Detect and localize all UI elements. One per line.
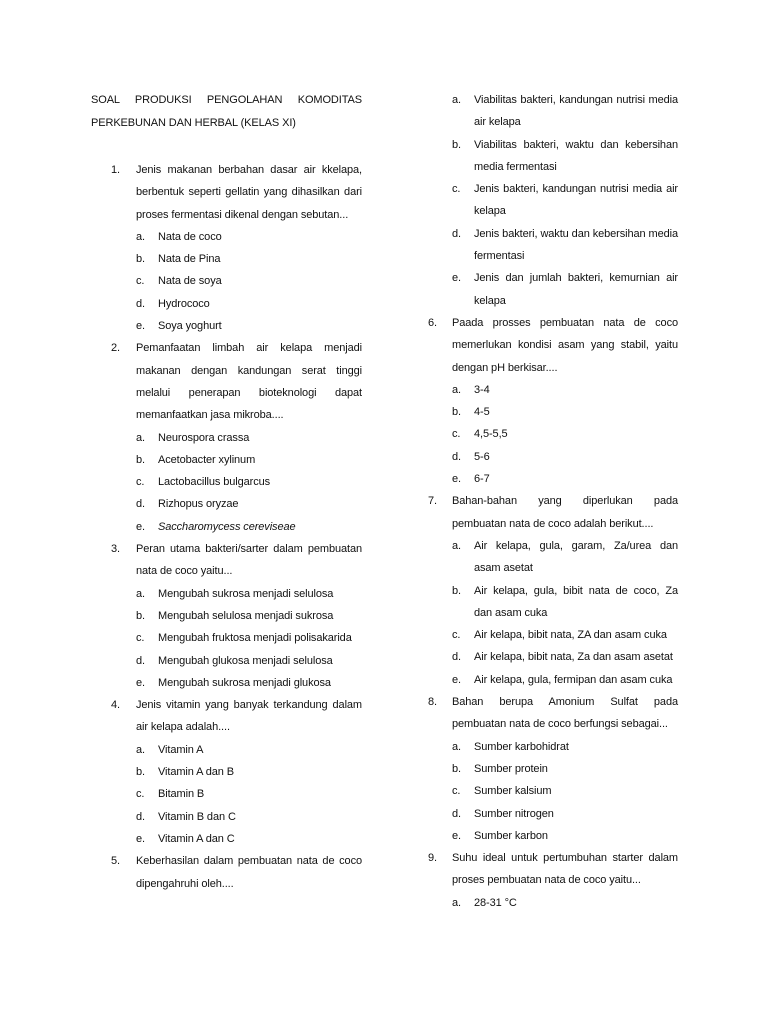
- option-item: [452, 758, 678, 780]
- option-text: Vitamin A dan B: [158, 766, 234, 779]
- option-list: [136, 226, 362, 337]
- option-item: [452, 580, 678, 625]
- option-letter: c.: [136, 275, 145, 288]
- option-item: [136, 493, 362, 515]
- option-item: [452, 223, 678, 268]
- question-text: Bahan-bahan yang diperlukan pada pembuatan nata de coco adalah berikut....: [452, 495, 678, 530]
- question-number: 7.: [428, 495, 437, 508]
- option-text: Acetobacter xylinum: [158, 453, 256, 466]
- question-number: 3.: [111, 543, 120, 556]
- option-item: [452, 892, 678, 914]
- option-text: Neurospora crassa: [158, 431, 250, 444]
- option-item: [452, 401, 678, 423]
- option-letter: c.: [452, 428, 461, 441]
- option-list: [136, 427, 362, 538]
- option-item: [136, 270, 362, 292]
- option-letter: e.: [452, 473, 461, 486]
- option-list: [136, 739, 362, 850]
- option-item: [452, 423, 678, 445]
- option-text: Bitamin B: [158, 788, 205, 801]
- option-letter: d.: [136, 810, 145, 823]
- option-text: Sumber nitrogen: [474, 807, 554, 820]
- question-5: [91, 850, 362, 895]
- question-text: Bahan berupa Amonium Sulfat pada pembuatan nata de coco berfungsi sebagai...: [452, 696, 678, 731]
- option-letter: b.: [452, 762, 461, 775]
- option-letter: e.: [136, 520, 145, 533]
- option-text: 6-7: [474, 473, 490, 486]
- option-text: Air kelapa, gula, fermipan dan asam cuka: [474, 673, 673, 686]
- option-item: [136, 828, 362, 850]
- option-text: 3-4: [474, 383, 490, 396]
- option-text: Nata de coco: [158, 230, 222, 243]
- option-letter: d.: [136, 654, 145, 667]
- option-item: [136, 293, 362, 315]
- option-item: [452, 468, 678, 490]
- option-item: [452, 446, 678, 468]
- question-text: Jenis makanan berbahan dasar air kkelapa, berbentuk seperti gellatin yang dihasilkan dari proses fermentasi dikenal dengan sebutan...: [136, 164, 362, 221]
- option-letter: c.: [136, 632, 145, 645]
- option-item: [452, 646, 678, 668]
- option-letter: a.: [136, 431, 145, 444]
- option-item: [136, 583, 362, 605]
- option-text: 28-31 °C: [474, 896, 517, 909]
- question-3: [91, 538, 362, 694]
- question-4: [91, 694, 362, 850]
- option-letter: b.: [136, 453, 145, 466]
- option-item: [452, 825, 678, 847]
- option-text: Jenis bakteri, waktu dan kebersihan media fermentasi: [474, 227, 678, 263]
- option-letter: d.: [452, 807, 461, 820]
- option-text: Lactobacillus bulgarcus: [158, 476, 271, 489]
- question-text: Peran utama bakteri/sarter dalam pembuatan nata de coco yaitu...: [136, 543, 362, 578]
- option-letter: e.: [452, 673, 461, 686]
- option-item: [136, 627, 362, 649]
- option-letter: c.: [452, 785, 461, 798]
- option-letter: e.: [136, 320, 145, 333]
- option-letter: b.: [136, 609, 145, 622]
- option-list: [452, 892, 678, 914]
- option-item: [452, 267, 678, 312]
- option-item: [136, 650, 362, 672]
- option-item: [452, 535, 678, 580]
- question-number: 6.: [428, 316, 437, 329]
- option-text: Nata de Pina: [158, 253, 221, 266]
- document-title: [91, 89, 362, 135]
- right-column: [425, 89, 678, 914]
- option-letter: c.: [452, 629, 461, 642]
- question-7: [425, 490, 678, 691]
- option-letter: a.: [136, 743, 145, 756]
- option-text: Sumber karbon: [474, 829, 548, 842]
- option-text: Nata de soya: [158, 275, 222, 288]
- question-6: [425, 312, 678, 490]
- option-list: [452, 736, 678, 847]
- option-item: [452, 624, 678, 646]
- option-text: 4-5: [474, 406, 490, 419]
- option-text: Mengubah fruktosa menjadi polisakarida: [158, 632, 352, 645]
- option-item: [136, 672, 362, 694]
- option-text: Air kelapa, bibit nata, Za dan asam asetat: [474, 651, 673, 664]
- question-number: 4.: [111, 699, 120, 712]
- option-text: Sumber karbohidrat: [474, 740, 569, 753]
- option-text: Vitamin A dan C: [158, 832, 235, 845]
- option-letter: a.: [452, 896, 461, 909]
- question-2: [91, 337, 362, 538]
- option-item: [452, 89, 678, 134]
- option-letter: e.: [136, 676, 145, 689]
- option-text: Sumber protein: [474, 762, 548, 775]
- question-number: 8.: [428, 696, 437, 709]
- option-letter: e.: [136, 832, 145, 845]
- option-letter: b.: [136, 766, 145, 779]
- option-letter: c.: [136, 476, 145, 489]
- question-text: Jenis vitamin yang banyak terkandung dalam air kelapa adalah....: [136, 699, 362, 734]
- question-8: [425, 691, 678, 847]
- option-item: [136, 806, 362, 828]
- option-text: 4,5-5,5: [474, 428, 508, 441]
- option-item: [136, 427, 362, 449]
- option-text: Vitamin A: [158, 743, 204, 756]
- option-text: Viabilitas bakteri, waktu dan kebersihan media fermentasi: [474, 138, 678, 173]
- option-letter: a.: [136, 587, 145, 600]
- title-line-1: SOAL PRODUKSI PENGOLAHAN KOMODITAS: [91, 94, 362, 106]
- option-item: [452, 780, 678, 802]
- option-letter: d.: [452, 651, 461, 664]
- option-text: Jenis dan jumlah bakteri, kemurnian air kelapa: [474, 272, 678, 307]
- option-letter: c.: [136, 788, 145, 801]
- option-letter: e.: [452, 829, 461, 842]
- option-letter: a.: [452, 740, 461, 753]
- option-text: Jenis bakteri, kandungan nutrisi media air kelapa: [474, 183, 678, 218]
- option-item: [136, 739, 362, 761]
- option-item: [452, 803, 678, 825]
- option-item: [452, 379, 678, 401]
- option-item: [136, 315, 362, 337]
- option-letter: c.: [452, 183, 461, 196]
- question-text: Keberhasilan dalam pembuatan nata de coco dipengahruhi oleh....: [136, 855, 362, 890]
- option-letter: d.: [452, 227, 461, 240]
- question-number: 5.: [111, 855, 120, 868]
- option-letter: b.: [452, 138, 461, 151]
- option-text: Mengubah sukrosa menjadi selulosa: [158, 587, 334, 600]
- question-number: 9.: [428, 852, 437, 865]
- left-column: [91, 89, 362, 895]
- question-5-continued: [425, 89, 678, 312]
- option-list: [452, 535, 678, 691]
- option-text: Rizhopus oryzae: [158, 498, 239, 511]
- question-9: [425, 847, 678, 914]
- option-letter: a.: [452, 94, 461, 106]
- option-item: [136, 226, 362, 248]
- option-text: Saccharomycess cereviseae: [158, 520, 296, 533]
- option-item: [136, 516, 362, 538]
- option-item: [452, 134, 678, 179]
- option-letter: b.: [136, 253, 145, 266]
- option-text: Hydrococo: [158, 297, 210, 310]
- option-text: Soya yoghurt: [158, 320, 222, 333]
- option-text: Air kelapa, bibit nata, ZA dan asam cuka: [474, 629, 667, 642]
- option-item: [452, 736, 678, 758]
- option-text: Air kelapa, gula, bibit nata de coco, Za dan asam cuka: [474, 584, 678, 619]
- option-letter: a.: [452, 383, 461, 396]
- option-list: [452, 89, 678, 312]
- question-number: 1.: [111, 164, 120, 176]
- option-text: Mengubah glukosa menjadi selulosa: [158, 654, 333, 667]
- option-list: [136, 583, 362, 694]
- title-line-2: PERKEBUNAN DAN HERBAL (KELAS XI): [91, 117, 296, 129]
- option-item: [136, 605, 362, 627]
- option-text: 5-6: [474, 450, 490, 463]
- option-text: Sumber kalsium: [474, 785, 552, 798]
- option-item: [452, 669, 678, 691]
- option-text: Vitamin B dan C: [158, 810, 236, 823]
- question-number: 2.: [111, 342, 120, 355]
- option-letter: e.: [452, 272, 461, 285]
- option-letter: a.: [452, 539, 461, 552]
- option-item: [136, 248, 362, 270]
- option-letter: a.: [136, 230, 145, 243]
- option-letter: b.: [452, 406, 461, 419]
- option-text: Air kelapa, gula, garam, Za/urea dan asam asetat: [474, 539, 678, 575]
- question-1: [91, 159, 362, 337]
- option-list: [452, 379, 678, 490]
- option-item: [136, 761, 362, 783]
- option-item: [136, 449, 362, 471]
- option-item: [136, 783, 362, 805]
- question-text: Paada prosses pembuatan nata de coco memerlukan kondisi asam yang stabil, yaitu dengan pH berkisar....: [452, 316, 678, 374]
- option-text: Viabilitas bakteri, kandungan nutrisi media air kelapa: [474, 94, 678, 129]
- option-letter: d.: [136, 297, 145, 310]
- option-letter: d.: [452, 450, 461, 463]
- option-letter: d.: [136, 498, 145, 511]
- option-text: Mengubah selulosa menjadi sukrosa: [158, 609, 334, 622]
- option-item: [136, 471, 362, 493]
- option-letter: b.: [452, 584, 461, 597]
- option-text: Mengubah sukrosa menjadi glukosa: [158, 676, 331, 689]
- question-text: Pemanfaatan limbah air kelapa menjadi makanan dengan kandungan serat tinggi melalui penerapan bioteknologi dapat memanfaatkan jasa mikroba....: [136, 342, 362, 422]
- option-item: [452, 178, 678, 223]
- question-text: Suhu ideal untuk pertumbuhan starter dalam proses pembuatan nata de coco yaitu...: [452, 852, 678, 887]
